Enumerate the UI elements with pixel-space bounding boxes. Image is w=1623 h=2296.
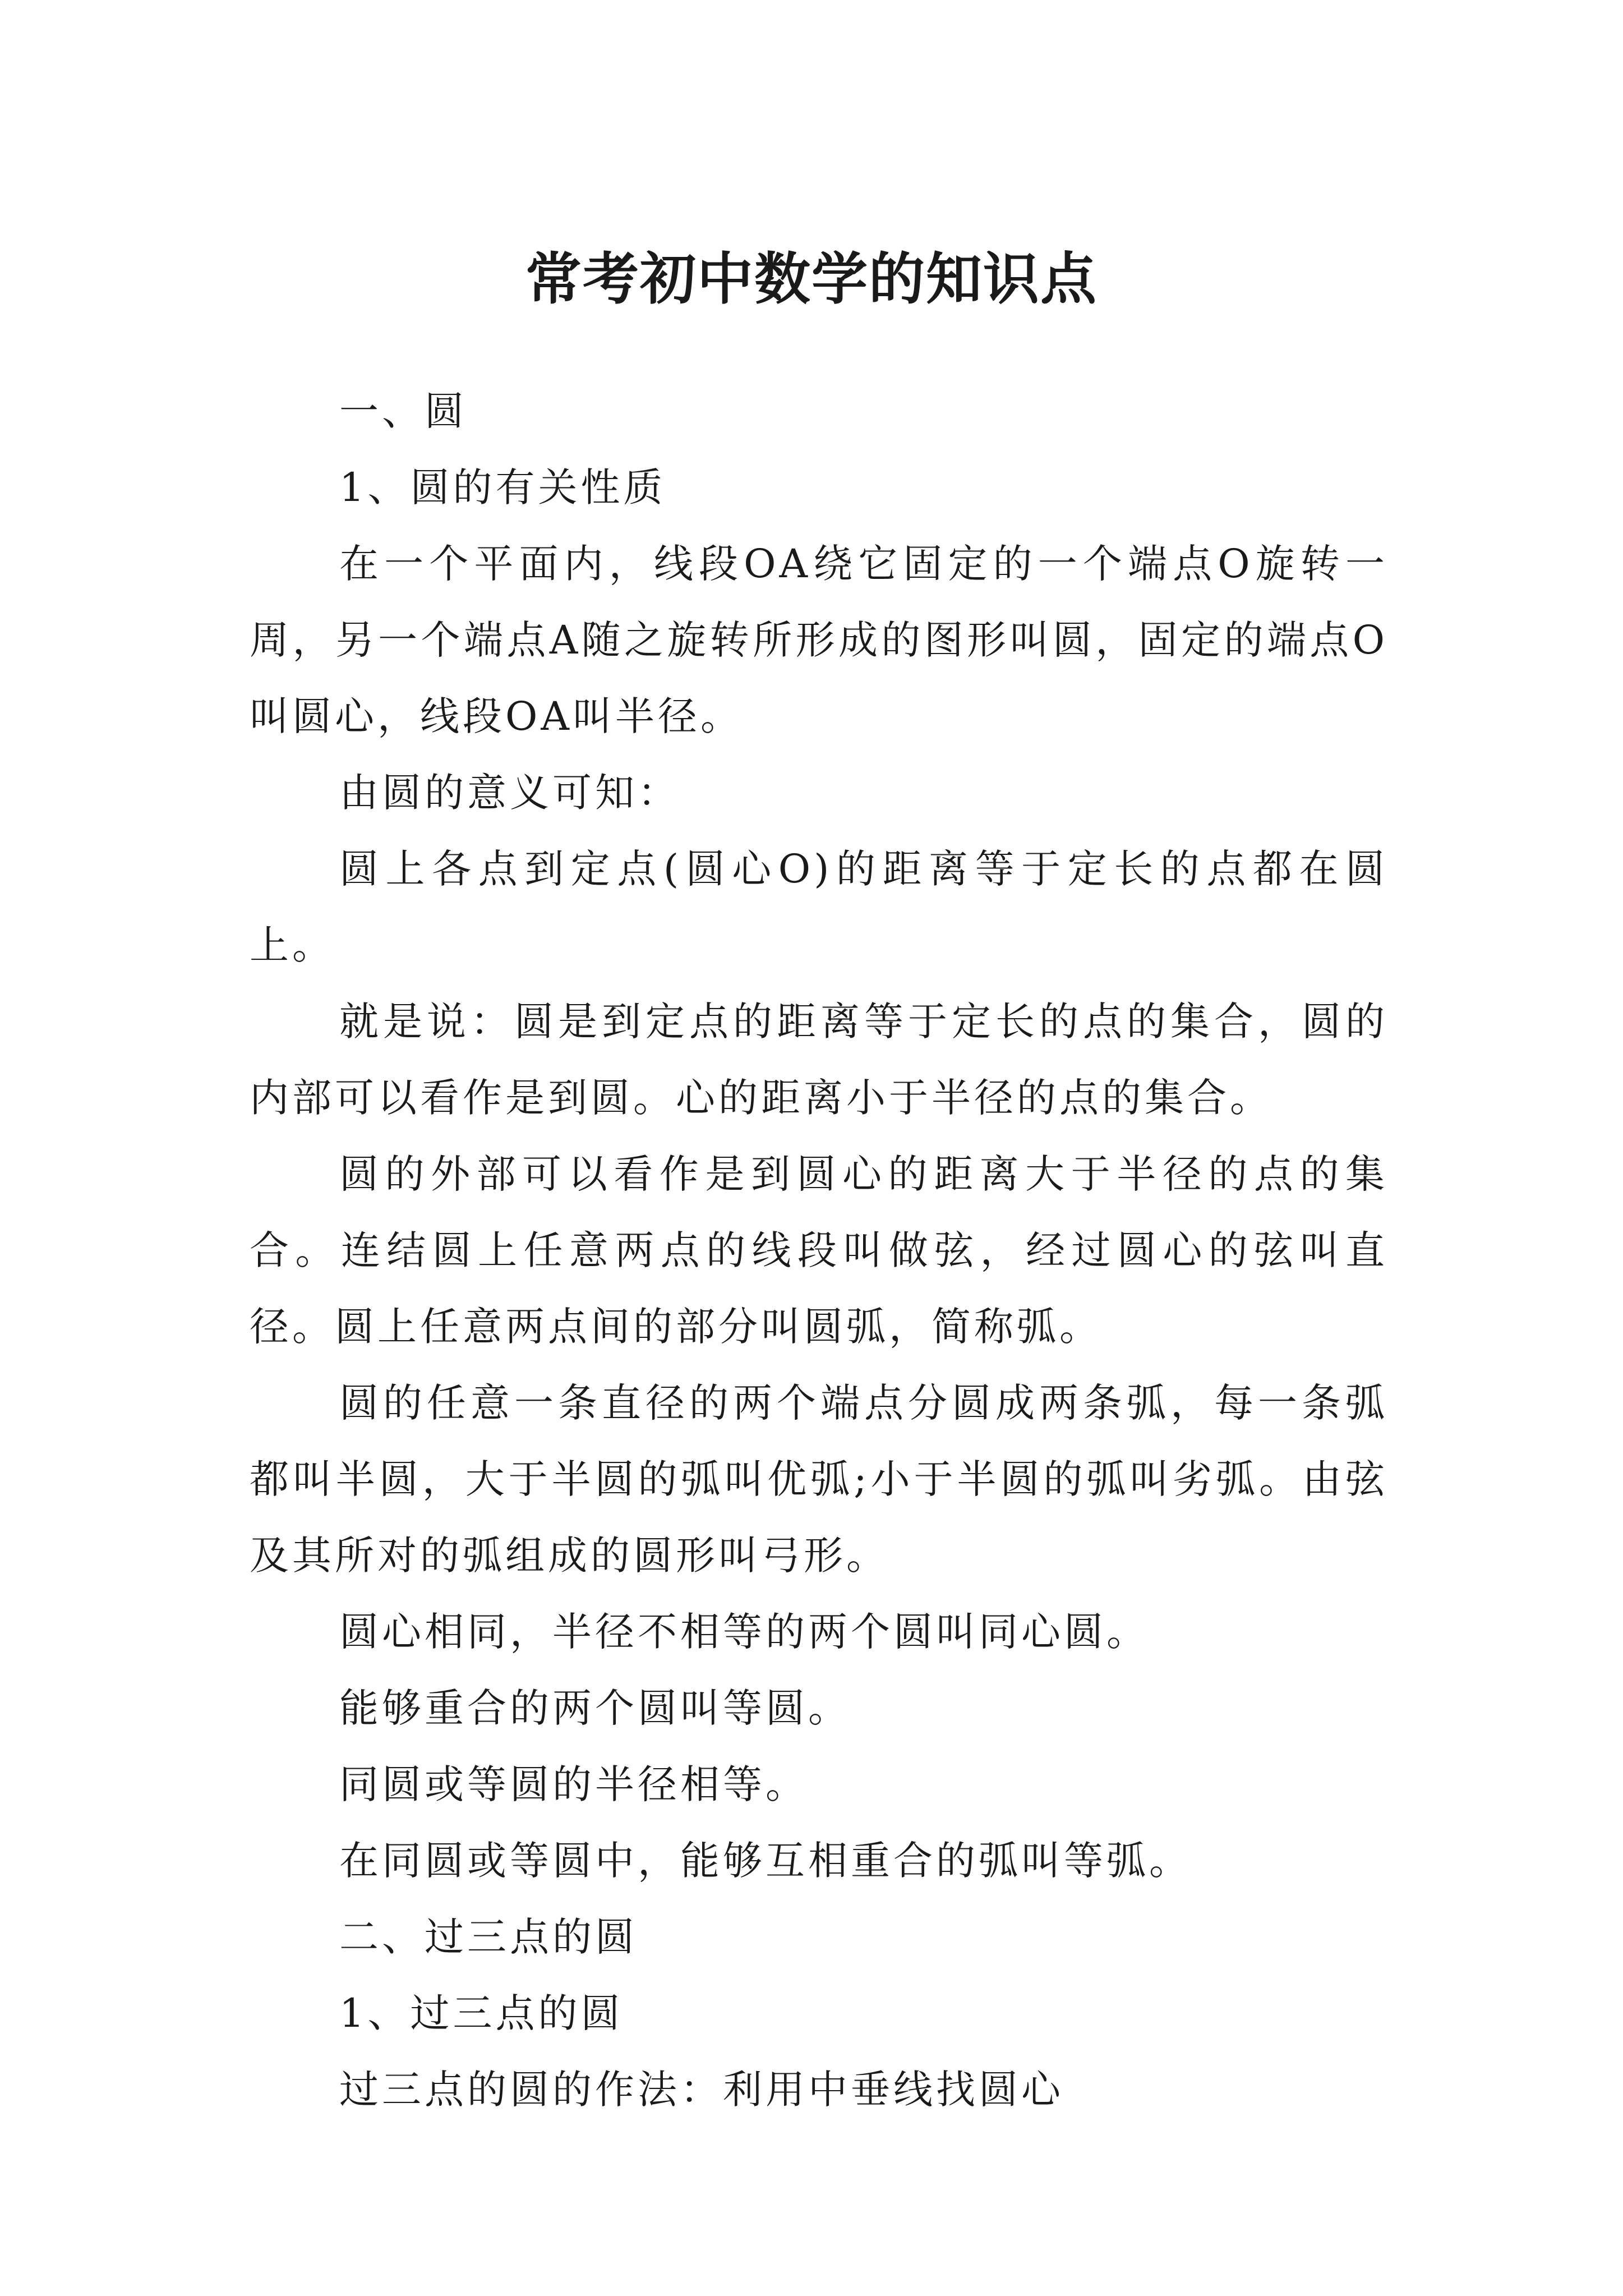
body-paragraph: 圆上各点到定点(圆心O)的距离等于定长的点都在圆上。 <box>250 846 1388 968</box>
body-paragraph: 圆的外部可以看作是到圆心的距离大于半径的点的集合。连结圆上任意两点的线段叫做弦，经过圆心的弦叫直径。圆上任意两点间的部分叫圆弧，简称弧。 <box>250 1151 1388 1350</box>
body-paragraph: 圆的任意一条直径的两个端点分圆成两条弧，每一条弧都叫半圆，大于半圆的弧叫优弧;小于半圆的弧叫劣弧。由弦及其所对的弧组成的圆形叫弓形。 <box>250 1380 1388 1579</box>
subsection-heading: 1、圆的有关性质 <box>339 464 666 510</box>
body-paragraph: 在一个平面内，线段OA绕它固定的一个端点O旋转一周，另一个端点A随之旋转所形成的图形叫圆，固定的端点O叫圆心，线段OA叫半径。 <box>250 541 1388 739</box>
section-heading: 一、圆 <box>339 388 467 434</box>
subsection-heading: 1、过三点的圆 <box>339 1990 624 2036</box>
body-paragraph: 过三点的圆的作法：利用中垂线找圆心 <box>339 2067 1064 2113</box>
body-paragraph: 由圆的意义可知： <box>339 770 680 816</box>
section-heading: 二、过三点的圆 <box>339 1914 638 1960</box>
body-paragraph: 在同圆或等圆中，能够互相重合的弧叫等弧。 <box>339 1838 1192 1884</box>
body-paragraph: 圆心相同，半径不相等的两个圆叫同心圆。 <box>339 1609 1149 1655</box>
body-paragraph: 同圆或等圆的半径相等。 <box>339 1761 808 1807</box>
body-paragraph: 就是说：圆是到定点的距离等于定长的点的集合，圆的内部可以看作是到圆。心的距离小于半径的点的集合。 <box>250 999 1388 1121</box>
body-paragraph: 能够重合的两个圆叫等圆。 <box>339 1685 851 1731</box>
document-title: 常考初中数学的知识点 <box>525 246 1098 312</box>
document-body <box>250 373 1388 2128</box>
